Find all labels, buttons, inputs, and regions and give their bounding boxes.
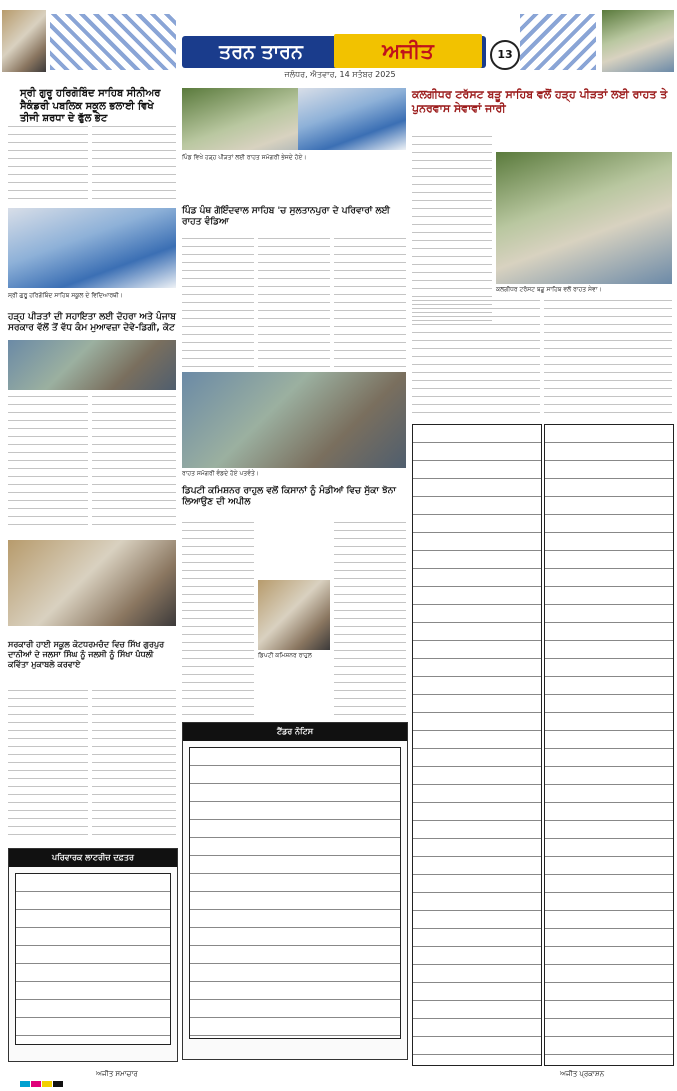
- color-registration-bar: [20, 1072, 64, 1091]
- advertisement: [8, 848, 178, 1062]
- notice-table: [544, 424, 674, 1066]
- article-headline: ਸਰਕਾਰੀ ਹਾਈ ਸਕੂਲ ਕੋਟਧਰਮਚੰਦ ਵਿਚ ਸਿੱਖ ਗੁਰਪੁਰ ਦਾਨੀਆਂ ਦੇ ਜਲਸਾ ਸਿੰਘ ਨੂੰ ਜਲਸੀ ਨੂੰ ਸਿੱਖਾ ਪੰਧਲੀ ਕਵਿੱਤਾ ਮੁਕਾਬਲੇ ਕਰਵਾਏ: [8, 640, 165, 669]
- portrait-photo: [258, 580, 330, 650]
- article-body: [334, 238, 406, 368]
- article-photo: [8, 208, 176, 288]
- article-body: [334, 522, 406, 718]
- article-headline: ਹੜ੍ਹ ਪੀੜਤਾਂ ਦੀ ਸਹਾਇਤਾ ਲਈ ਦੋਹਰਾ ਅਤੇ ਪੰਜਾਬ ਸਰਕਾਰ ਵੱਲੋਂ ਤੋਂ ਵੱਧ ਕੰਮ ਮੁਆਵਜ਼ਾ ਦੇਵੇ-ਡਿਗੀ, ਕੋਟ: [8, 312, 176, 334]
- brand-name-right: ਅਜੀਤ: [334, 34, 482, 68]
- footer-left: ਅਜੀਤ ਸਮਾਚਾਰ: [96, 1070, 138, 1078]
- notice-body: [544, 300, 672, 420]
- article-body: [182, 522, 254, 718]
- advertisement: [182, 722, 408, 1060]
- ad-title: ਪਰਿਵਾਰਕ ਲਾਟਰੀਜ਼ ਦਫ਼ਤਰ: [9, 849, 177, 867]
- article-photo: [496, 152, 672, 284]
- page-number: 13: [490, 40, 520, 70]
- ad-title: ਟੈਂਡਰ ਨੋਟਿਸ: [183, 723, 407, 741]
- ad-table: [15, 873, 171, 1045]
- article-body: [258, 238, 330, 368]
- article-headline: ਪਿੰਡ ਪੰਥ ਗੋਇੰਦਵਾਲ ਸਾਹਿਬ 'ਚ ਸੁਲਤਾਨਪੁਰਾ ਦੇ ਪਰਿਵਾਰਾਂ ਲਈ ਰਾਹਤ ਵੰਡਿਆ: [182, 206, 390, 228]
- article-headline: ਕਲਗੀਧਰ ਟਰੱਸਟ ਬੜੂ ਸਾਹਿਬ ਵਲੋਂ ਹੜ੍ਹ ਪੀੜਤਾਂ ਲਈ ਰਾਹਤ ਤੇ ਪੁਨਰਵਾਸ ਸੇਵਾਵਾਂ ਜਾਰੀ: [412, 88, 668, 115]
- photo-caption: ਰਾਹਤ ਸਮੱਗਰੀ ਵੰਡਦੇ ਹੋਏ ਪਤਵੰਤੇ।: [182, 470, 259, 477]
- article-body: [8, 396, 88, 532]
- article-photo: [8, 540, 176, 626]
- article-photo: [298, 88, 406, 150]
- photo-caption: ਸ੍ਰੀ ਗੁਰੂ ਹਰਿਗੋਬਿੰਦ ਸਾਹਿਬ ਸਕੂਲ ਦੇ ਵਿਦਿਆਰਥੀ।: [8, 292, 123, 299]
- footer-right: ਅਜੀਤ ਪ੍ਰਕਾਸ਼ਨ: [560, 1070, 605, 1078]
- article-body: [8, 126, 88, 204]
- photo-caption: ਡਿਪਟੀ ਕਮਿਸ਼ਨਰ ਰਾਹੁਲ: [258, 652, 312, 659]
- dateline: ਜਲੰਧਰ, ਐਤਵਾਰ, 14 ਸਤੰਬਰ 2025: [284, 70, 396, 79]
- article-body: [412, 136, 492, 326]
- masthead: [0, 0, 677, 86]
- article-photo: [8, 340, 176, 390]
- notice-table: [412, 424, 542, 1066]
- brand-name-left: ਤਰਨ ਤਾਰਨ: [219, 41, 303, 63]
- article-body: [92, 396, 176, 532]
- masthead-right-image: [602, 10, 674, 72]
- photo-caption: ਕਲਗੀਧਰ ਟਰੱਸਟ ਬੜੂ ਸਾਹਿਬ ਵਲੋਂ ਰਾਹਤ ਸੇਵਾ।: [496, 286, 602, 293]
- footer: [0, 1066, 677, 1089]
- article-body: [8, 690, 88, 840]
- article-body: [92, 126, 176, 204]
- article-headline: ਡਿਪਟੀ ਕਮਿਸ਼ਨਰ ਰਾਹੁਲ ਵਲੋਂ ਕਿਸਾਨਾਂ ਨੂੰ ਮੰਡੀਆਂ ਵਿਚ ਸੁੱਕਾ ਝੋਨਾ ਲਿਆਉਣ ਦੀ ਅਪੀਲ: [182, 486, 396, 508]
- masthead-left-image: [2, 10, 46, 72]
- article-body: [92, 690, 176, 840]
- article-photo: [182, 372, 406, 468]
- article-headline: ਸ੍ਰੀ ਗੁਰੂ ਹਰਿਗੋਬਿੰਦ ਸਾਹਿਬ ਸੀਨੀਅਰ ਸੈਕੰਡਰੀ ਪਬਲਿਕ ਸਕੂਲ ਭਲਾਈ ਵਿਖੇ ਤੀਜੀ ਸ਼ਰਧਾ ਦੇ ਫੁੱਲ ਭੇਟ: [20, 88, 161, 124]
- notice-body: [412, 300, 540, 420]
- decorative-pattern: [50, 14, 176, 70]
- decorative-pattern: [520, 14, 596, 70]
- photo-caption: ਪਿੰਡ ਵਿਖੇ ਹੜ੍ਹ ਪੀੜਤਾਂ ਲਈ ਰਾਹਤ ਸਮੱਗਰੀ ਭੇਜਦੇ ਹੋਏ।: [182, 154, 307, 161]
- ad-table: [189, 747, 401, 1039]
- article-body: [182, 238, 254, 368]
